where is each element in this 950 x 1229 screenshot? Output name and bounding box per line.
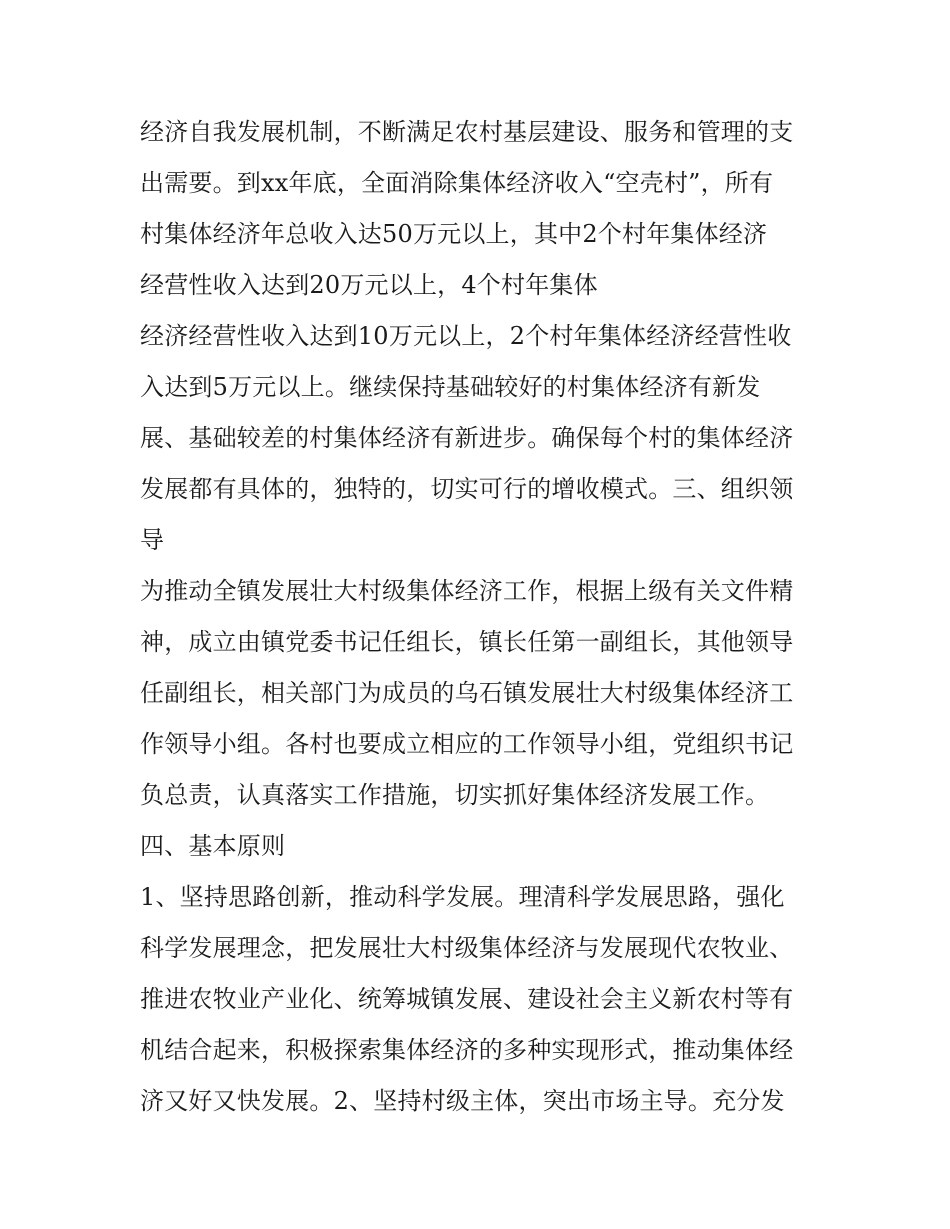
text-line: 经营性收入达到20万元以上，4个村年集体	[140, 271, 598, 299]
text-line: 展、基础较差的村集体经济有新进步。确保每个村的集体经济	[140, 424, 794, 452]
text-line: 出需要。到xx年底，全面消除集体经济收入“空壳村”，所有	[140, 169, 774, 197]
text-line: 任副组长，相关部门为成员的乌石镇发展壮大村级集体经济工	[140, 679, 794, 707]
text-line: 发展都有具体的，独特的，切实可行的增收模式。三、组织领	[140, 475, 794, 503]
text-line: 入达到5万元以上。继续保持基础较好的村集体经济有新发	[140, 373, 761, 401]
text-line: 济又好又快发展。2、坚持村级主体，突出市场主导。充分发	[140, 1087, 785, 1115]
text-line: 经济经营性收入达到10万元以上，2个村年集体经济经营性收	[140, 322, 792, 350]
text-line: 科学发展理念，把发展壮大村级集体经济与发展现代农牧业、	[140, 934, 794, 962]
text-line: 为推动全镇发展壮大村级集体经济工作，根据上级有关文件精	[140, 577, 794, 605]
text-line: 经济自我发展机制，不断满足农村基层建设、服务和管理的支	[140, 118, 794, 146]
text-line: 村集体经济年总收入达50万元以上，其中2个村年集体经济	[140, 220, 768, 248]
section-heading-4: 四、基本原则	[140, 832, 286, 860]
text-line: 作领导小组。各村也要成立相应的工作领导小组，党组织书记	[140, 730, 794, 758]
body-text	[140, 107, 820, 1127]
text-line: 1、坚持思路创新，推动科学发展。理清科学发展思路，强化	[140, 883, 785, 911]
text-line: 负总责，认真落实工作措施，切实抓好集体经济发展工作。	[140, 781, 770, 809]
text-line: 推进农牧业产业化、统筹城镇发展、建设社会主义新农村等有	[140, 985, 794, 1013]
section-heading-3-tail: 导	[140, 526, 165, 554]
text-line: 机结合起来，积极探索集体经济的多种实现形式，推动集体经	[140, 1036, 794, 1064]
text-line: 神，成立由镇党委书记任组长，镇长任第一副组长，其他领导	[140, 628, 794, 656]
